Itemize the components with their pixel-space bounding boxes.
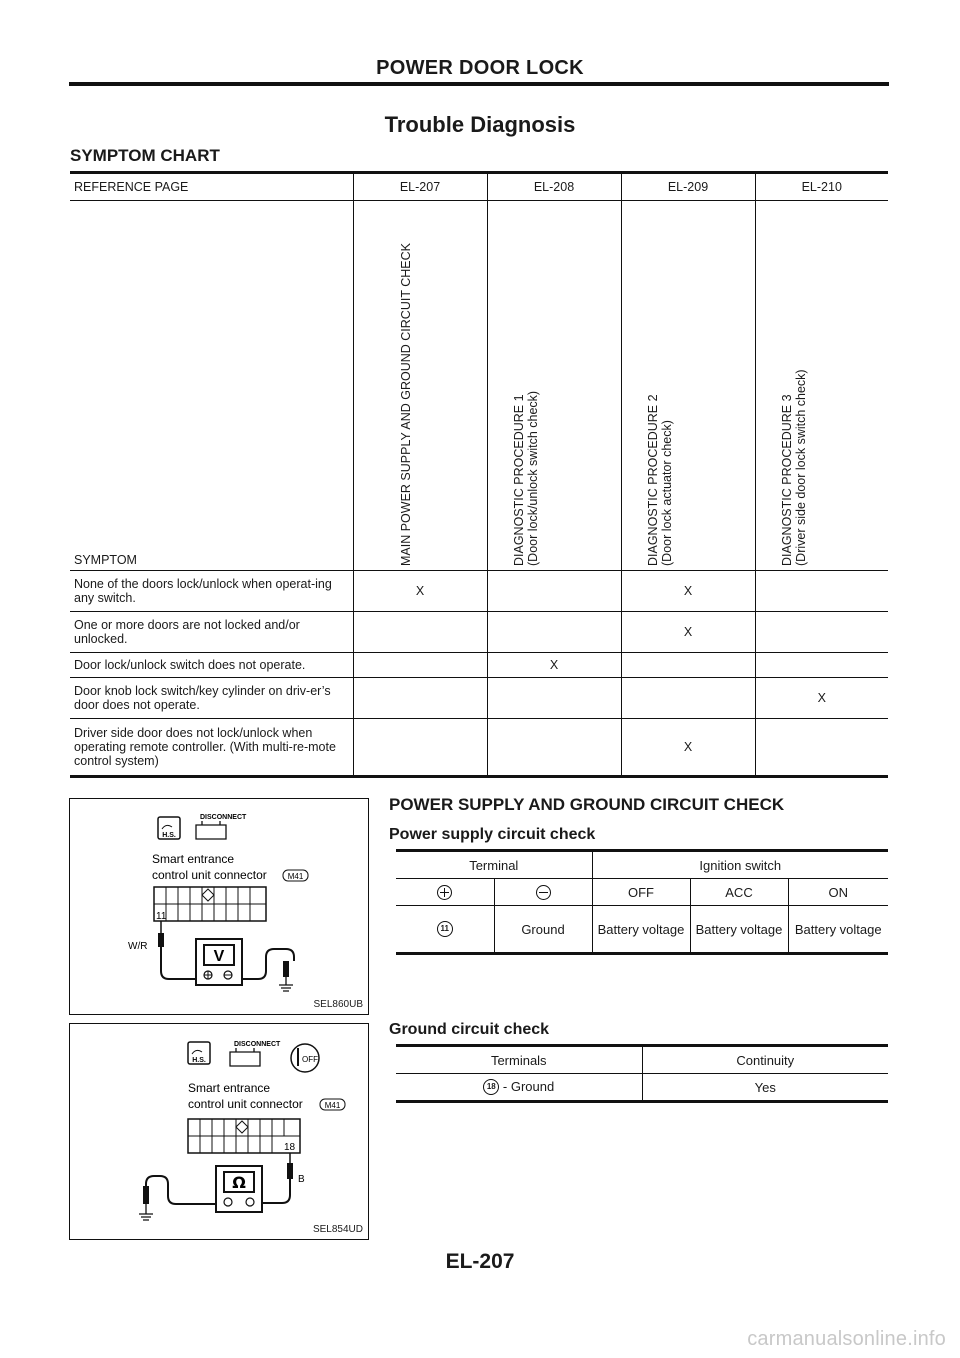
symptom-row	[70, 571, 888, 612]
symptom-mark	[487, 571, 621, 612]
symptom-mark	[487, 719, 621, 777]
terminal-cell	[396, 1074, 642, 1102]
symptom-mark	[353, 678, 487, 719]
symptom-mark	[621, 678, 755, 719]
connector-label-1: Smart entrance	[188, 1081, 271, 1095]
header-row	[396, 1046, 888, 1074]
probe-pin	[287, 1163, 293, 1179]
subheader-row	[396, 879, 888, 906]
pin-number: 18	[284, 1142, 296, 1153]
reference-row	[70, 173, 888, 201]
figure-code: SEL854UD	[312, 1224, 363, 1235]
symptom-mark: X	[755, 678, 888, 719]
probe-positive	[158, 933, 164, 947]
continuity-result: Yes	[642, 1074, 888, 1102]
ground-circuit-diagram	[70, 1024, 368, 1239]
procedure-line2: (Driver side door lock switch check)	[793, 369, 808, 566]
procedure-header-row	[70, 201, 888, 571]
ignition-on: ON	[788, 879, 888, 906]
negative-terminal-cell	[494, 879, 592, 906]
ground-icon	[139, 1204, 153, 1220]
reference-page: EL-210	[755, 173, 888, 201]
ignition-off: OFF	[592, 879, 690, 906]
positive-terminal-cell	[396, 879, 494, 906]
connector-label-2: control unit connector	[152, 868, 267, 882]
wire-color: W/R	[128, 941, 148, 952]
symptom-text: Door lock/unlock switch does not operate.	[70, 653, 353, 678]
off-label: OFF	[302, 1055, 318, 1064]
symptom-text: Driver side door does not lock/unlock when operating remote controller. (With multi-re-mote control system)	[70, 719, 353, 777]
value-off: Battery voltage	[592, 906, 690, 954]
negative-icon	[536, 885, 551, 900]
hs-label: H.S.	[192, 1057, 206, 1064]
pin-badge: 18	[483, 1079, 499, 1095]
reference-label: REFERENCE PAGE	[70, 173, 353, 201]
ground-cell: Ground	[494, 906, 592, 954]
figure-power-supply	[69, 798, 369, 1015]
procedure-header	[755, 201, 888, 571]
symptom-row	[70, 719, 888, 777]
header-title: POWER DOOR LOCK	[376, 57, 584, 79]
symptom-label-cell	[70, 201, 353, 571]
symptom-mark	[353, 612, 487, 653]
reference-page: EL-208	[487, 173, 621, 201]
symptom-row	[70, 612, 888, 653]
terminals-header: Terminals	[396, 1046, 642, 1074]
procedure-line1: MAIN POWER SUPPLY AND GROUND CIRCUIT CHECK	[399, 243, 413, 566]
header-rule	[69, 82, 889, 86]
symptom-mark: X	[621, 719, 755, 777]
connector-id: M41	[287, 872, 304, 881]
terminal-header: Terminal	[396, 851, 592, 879]
procedure-header	[353, 201, 487, 571]
meter-label: V	[213, 948, 225, 965]
wire-color: B	[298, 1174, 305, 1185]
symptom-label: SYMPTOM	[74, 553, 137, 567]
data-row	[396, 1074, 888, 1102]
disconnect-label: DISCONNECT	[200, 814, 247, 821]
header-row	[396, 851, 888, 879]
pin-cell	[396, 906, 494, 954]
page-number: EL-207	[445, 1250, 515, 1273]
symptom-text: None of the doors lock/unlock when operat-ing any switch.	[70, 571, 353, 612]
disconnect-label: DISCONNECT	[234, 1041, 281, 1048]
value-acc: Battery voltage	[690, 906, 788, 954]
continuity-header: Continuity	[642, 1046, 888, 1074]
symptom-mark	[353, 719, 487, 777]
positive-icon	[437, 885, 452, 900]
symptom-mark: X	[621, 612, 755, 653]
symptom-mark	[621, 653, 755, 678]
hs-label: H.S.	[162, 832, 176, 839]
symptom-text: One or more doors are not locked and/or unlocked.	[70, 612, 353, 653]
connector-label-2: control unit connector	[188, 1097, 303, 1111]
symptom-table	[70, 171, 888, 778]
power-check-title: POWER SUPPLY AND GROUND CIRCUIT CHECK	[389, 795, 785, 814]
power-supply-subtitle: Power supply circuit check	[389, 826, 596, 843]
procedure-header	[487, 201, 621, 571]
procedure-line2: (Door lock/unlock switch check)	[526, 390, 540, 566]
symptom-mark	[487, 612, 621, 653]
terminal-text: - Ground	[502, 1078, 555, 1094]
symptom-mark	[353, 653, 487, 678]
symptom-mark	[487, 678, 621, 719]
ground-circuit-subtitle: Ground circuit check	[389, 1021, 550, 1038]
value-on: Battery voltage	[788, 906, 888, 954]
symptom-mark	[755, 719, 888, 777]
symptom-chart-title: SYMPTOM CHART	[70, 146, 220, 165]
section-title: Trouble Diagnosis	[384, 112, 576, 137]
ignition-acc: ACC	[690, 879, 788, 906]
pin-number: 11	[156, 911, 167, 922]
power-supply-diagram	[70, 799, 368, 1014]
symptom-mark	[755, 612, 888, 653]
reference-page: EL-209	[621, 173, 755, 201]
procedure-line2: (Door lock actuator check)	[660, 420, 674, 566]
symptom-row	[70, 678, 888, 719]
figure-code: SEL860UB	[313, 999, 363, 1010]
probe-ground	[143, 1186, 149, 1204]
symptom-mark	[755, 571, 888, 612]
symptom-mark: X	[353, 571, 487, 612]
connector-id: M41	[324, 1101, 341, 1110]
watermark: carmanualsonline.info	[747, 1328, 946, 1350]
figure-ground-circuit	[69, 1023, 369, 1240]
ground-icon	[279, 977, 293, 991]
connector-label-1: Smart entrance	[152, 852, 235, 866]
symptom-mark: X	[621, 571, 755, 612]
disconnect-icon	[230, 1048, 260, 1066]
data-row	[396, 906, 888, 954]
procedure-line1: DIAGNOSTIC PROCEDURE 1	[512, 394, 526, 566]
symptom-mark	[755, 653, 888, 678]
probe-ground	[283, 961, 289, 977]
reference-page: EL-207	[353, 173, 487, 201]
procedure-line1: DIAGNOSTIC PROCEDURE 2	[646, 394, 660, 566]
ground-circuit-table	[396, 1044, 888, 1103]
pin-badge: 11	[437, 921, 453, 937]
symptom-mark: X	[487, 653, 621, 678]
disconnect-icon	[196, 821, 226, 839]
meter-label: Ω	[232, 1173, 246, 1192]
power-supply-table	[396, 849, 888, 955]
procedure-line1: DIAGNOSTIC PROCEDURE 3	[779, 394, 794, 566]
symptom-row	[70, 653, 888, 678]
procedure-header	[621, 201, 755, 571]
ignition-header: Ignition switch	[592, 851, 888, 879]
symptom-text: Door knob lock switch/key cylinder on driv-er’s door does not operate.	[70, 678, 353, 719]
